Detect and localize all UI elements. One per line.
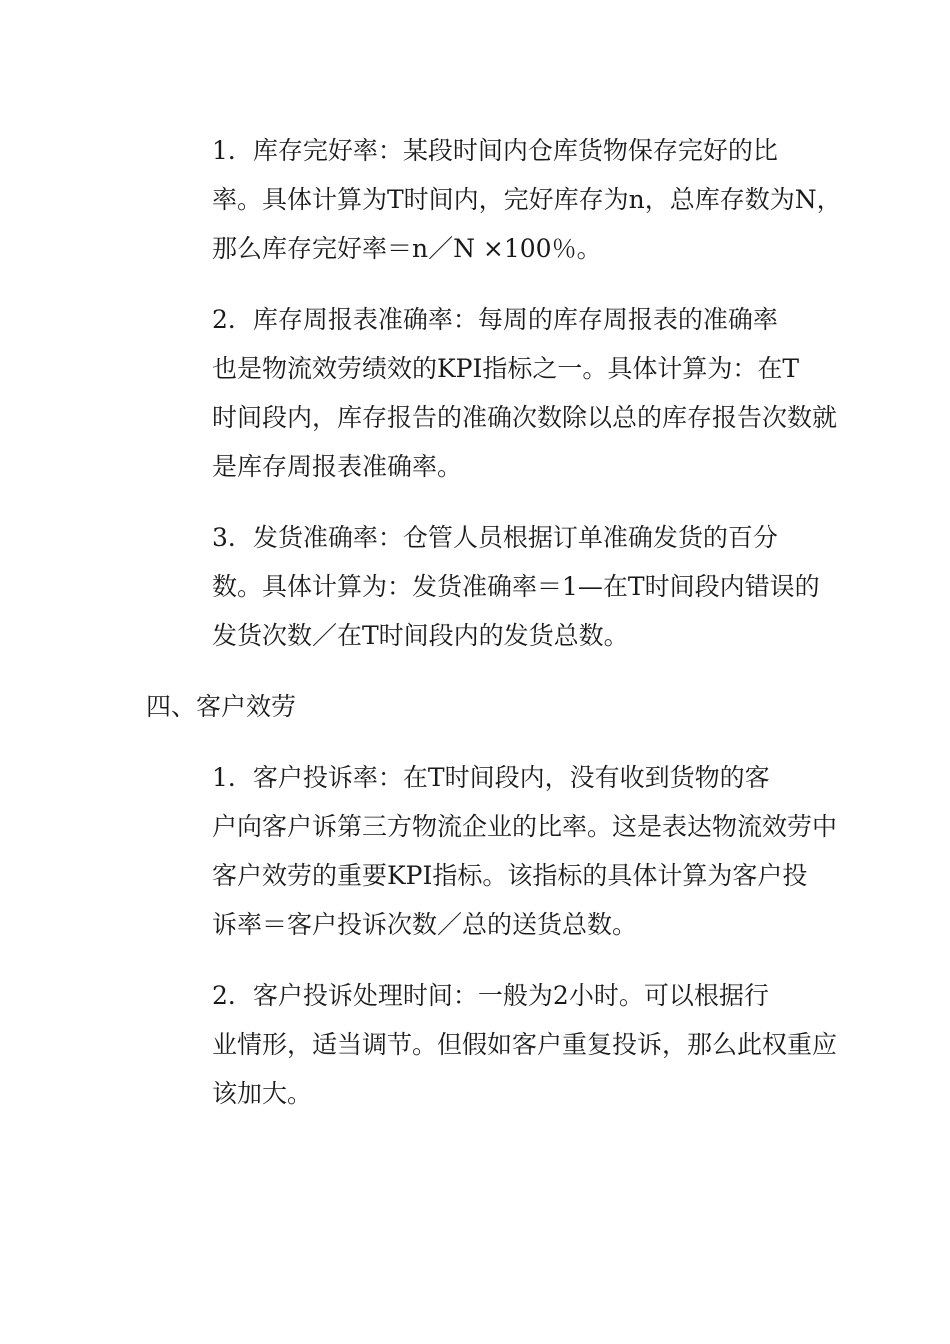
paragraph-shipping-accuracy <box>146 513 820 660</box>
paragraph-complaint-rate <box>146 753 838 949</box>
text-line: 数。具体计算为：发货准确率＝1—在T时间段内错误的 <box>212 572 820 601</box>
text-line: 率。具体计算为T时间内，完好库存为n，总库存数为N， <box>212 185 842 214</box>
paragraph-complaint-handling-time <box>146 971 838 1118</box>
paragraph-inventory-intact-rate <box>146 126 842 273</box>
text-line: 客户效劳的重要KPI指标。该指标的具体计算为客户投 <box>212 861 808 890</box>
text-line: 2．客户投诉处理时间：一般为2小时。可以根据行 <box>212 981 769 1010</box>
text-line: 发货次数／在T时间段内的发货总数。 <box>212 621 629 650</box>
text-line: 四、客户效劳 <box>146 692 297 721</box>
text-line: 户向客户诉第三方物流企业的比率。这是表达物流效劳中 <box>212 812 838 841</box>
paragraph-weekly-report-accuracy <box>146 295 838 491</box>
text-line: 是库存周报表准确率。 <box>212 452 463 481</box>
text-line: 2．库存周报表准确率：每周的库存周报表的准确率 <box>212 305 778 334</box>
text-line: 那么库存完好率＝n／N ×100％。 <box>212 234 602 263</box>
text-line: 也是物流效劳绩效的KPI指标之一。具体计算为：在T <box>212 354 800 383</box>
text-line: 时间段内，库存报告的准确次数除以总的库存报告次数就 <box>212 403 838 432</box>
text-line: 1．客户投诉率：在T时间段内，没有收到货物的客 <box>212 763 770 792</box>
text-line: 业情形，适当调节。但假如客户重复投诉，那么此权重应 <box>212 1030 838 1059</box>
text-line: 诉率＝客户投诉次数／总的送货总数。 <box>212 910 638 939</box>
section-heading-customer-service <box>146 682 806 731</box>
document-body <box>146 126 842 1140</box>
text-line: 该加大。 <box>212 1079 313 1108</box>
text-line: 3．发货准确率：仓管人员根据订单准确发货的百分 <box>212 523 778 552</box>
text-line: 1．库存完好率：某段时间内仓库货物保存完好的比 <box>212 136 778 165</box>
